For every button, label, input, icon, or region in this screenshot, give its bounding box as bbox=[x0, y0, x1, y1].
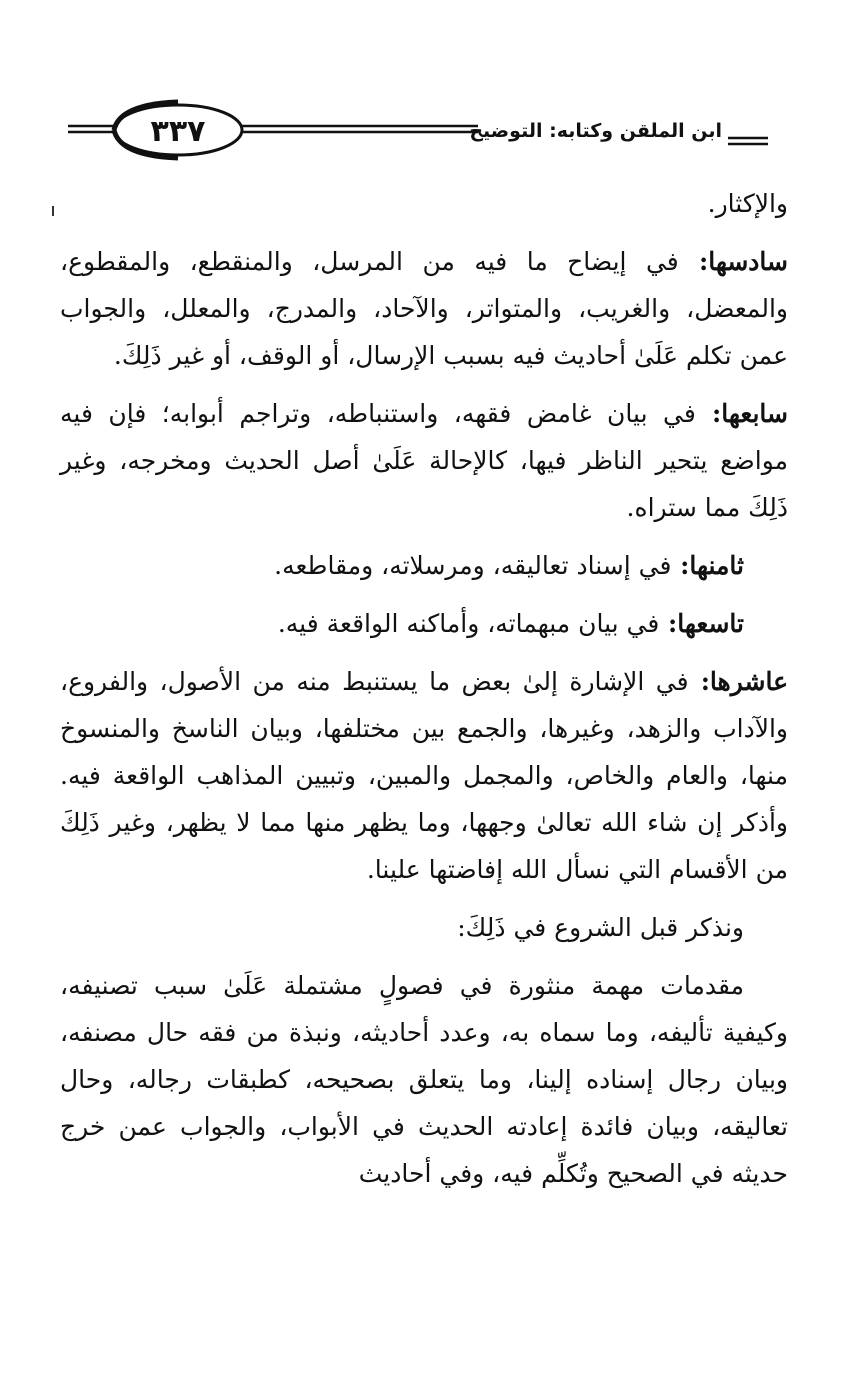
paragraph bbox=[60, 904, 788, 951]
paragraph-text: في بيان غامض فقهه، واستنباطه، وتراجم أبوابه؛ فإن فيه مواضع يتحير الناظر فيها، كالإحالة عَلَىٰ أصل الحديث ومخرجه، وغير ذَلِكَ مما ستراه. bbox=[60, 399, 788, 522]
paragraph-text: في إيضاح ما فيه من المرسل، والمنقطع، والمقطوع، والمعضل، والغريب، والمتواتر، والآحاد، والمدرج، والمعلل، والجواب عمن تكلم عَلَىٰ أحاديث فيه بسبب الإرسال، أو الوقف، أو غير ذَلِكَ. bbox=[60, 247, 788, 370]
paragraph-lead: سابعها: bbox=[695, 399, 788, 428]
paragraph bbox=[60, 542, 788, 589]
paragraph-text: في بيان مبهماته، وأماكنه الواقعة فيه. bbox=[277, 609, 660, 638]
paragraph bbox=[60, 658, 788, 893]
paragraph bbox=[60, 600, 788, 647]
paragraph-text: في الإشارة إلىٰ بعض ما يستنبط منه من الأصول، والفروع، والآداب والزهد، وغيرها، والجمع بين مختلفها، وبيان الناسخ والمنسوخ منها، والعام والخاص، والمجمل والمبين، وتبيين المذاهب الواقعة فيه. وأذكر إن شاء الله تعالىٰ وجهها، وما يظهر منها مما لا يظهر، وغير ذَلِكَ من الأقسام التي نسأل الله إفاضتها علينا. bbox=[60, 667, 788, 884]
paragraph bbox=[60, 962, 788, 1197]
margin-mark bbox=[52, 206, 54, 216]
running-title: ابن الملقن وكتابه: التوضيح bbox=[469, 120, 722, 142]
paragraph-text: مقدمات مهمة منثورة في فصولٍ مشتملة عَلَىٰ سبب تصنيفه، وكيفية تأليفه، وما سماه به، وعدد أحاديثه، ونبذة من فقه حال مصنفه، وبيان رجال إسناده إلينا، وما يتعلق بصحيحه، كطبقات رجاله، وحال تعاليقه، وبيان فائدة إعادته الحديث في الأبواب، والجواب عمن خرج حديثه في الصحيح وتُكلِّم فيه، وفي أحاديث bbox=[60, 971, 788, 1188]
paragraph bbox=[60, 180, 788, 227]
page-number: ٣٣٧ bbox=[150, 113, 206, 149]
paragraph-lead: ثامنها: bbox=[671, 551, 744, 580]
paragraph bbox=[60, 238, 788, 379]
paragraph-text: والإكثار. bbox=[707, 189, 788, 218]
page-header bbox=[68, 96, 768, 172]
paragraph-lead: تاسعها: bbox=[659, 609, 744, 638]
paragraph bbox=[60, 390, 788, 531]
paragraph-text: في إسناد تعاليقه، ومرسلاته، ومقاطعه. bbox=[274, 551, 672, 580]
paragraph-lead: سادسها: bbox=[678, 247, 788, 276]
paragraph-text: ونذكر قبل الشروع في ذَلِكَ: bbox=[457, 913, 744, 942]
paragraph-lead: عاشرها: bbox=[688, 667, 788, 696]
body-text bbox=[60, 180, 788, 1208]
